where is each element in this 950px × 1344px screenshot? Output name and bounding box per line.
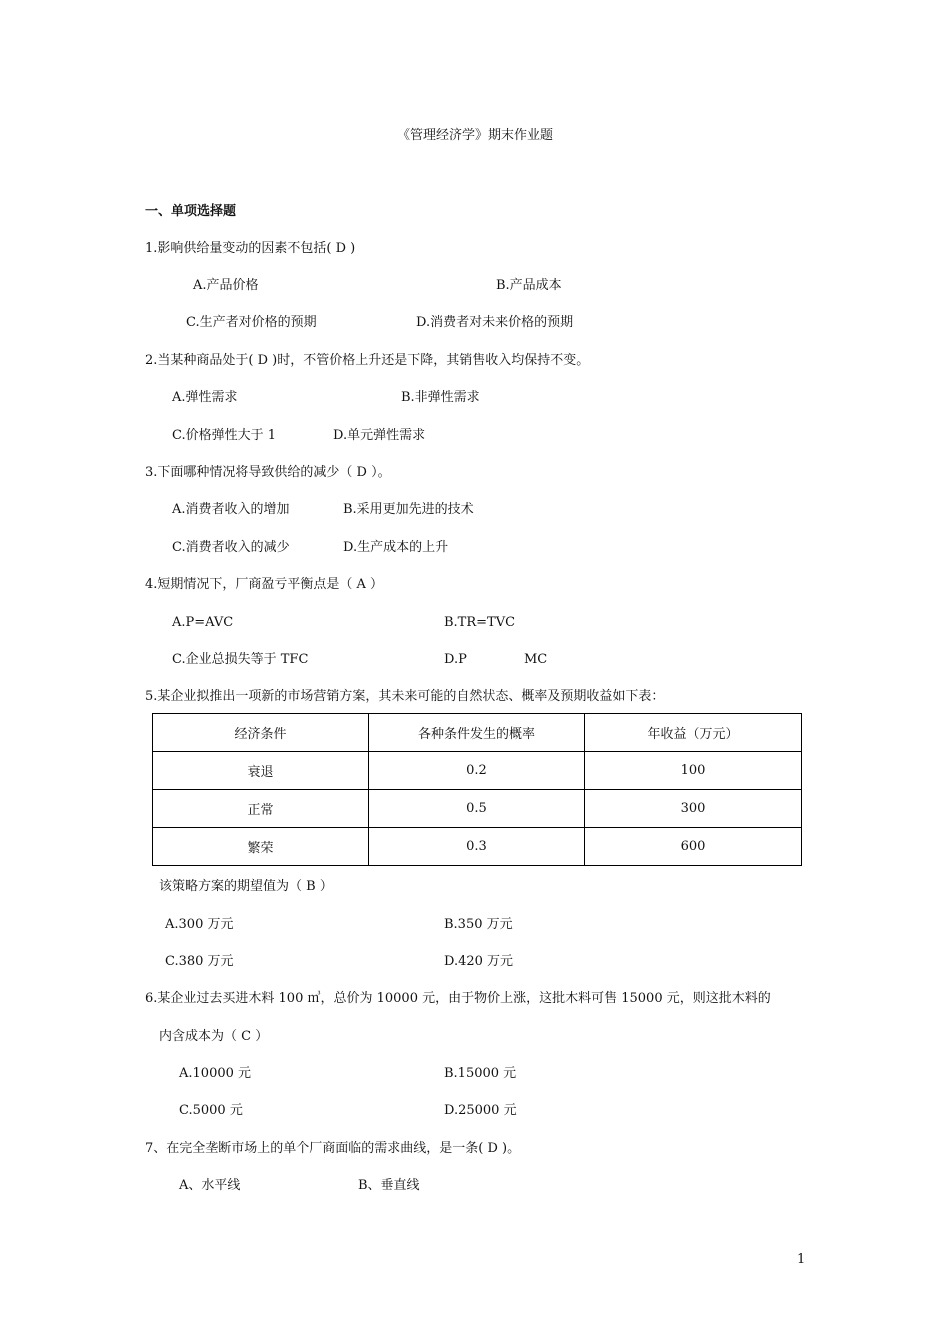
question-1-option-d: D.消费者对未来价格的预期 — [416, 315, 574, 330]
question-2-option-d: D.单元弹性需求 — [333, 428, 426, 443]
table-cell: 衰退 — [153, 752, 369, 790]
question-6-stem-line-2: 内含成本为（ C ） — [159, 1029, 269, 1044]
question-2-option-a: A.弹性需求 — [172, 390, 238, 405]
question-4-stem: 4.短期情况下，厂商盈亏平衡点是（ A ） — [145, 577, 384, 592]
question-1-option-a: A.产品价格 — [193, 278, 259, 293]
question-2-option-c: C.价格弹性大于 1 — [172, 428, 277, 443]
question-7-option-a: A、水平线 — [179, 1178, 241, 1193]
question-5-stem: 5.某企业拟推出一项新的市场营销方案，其未来可能的自然状态、概率及预期收益如下表： — [145, 689, 665, 704]
document-title: 《管理经济学》期末作业题 — [396, 128, 553, 143]
question-4-option-c: C.企业总损失等于 TFC — [172, 652, 309, 667]
section-heading: 一、单项选择题 — [145, 204, 237, 219]
payoff-table — [152, 713, 802, 866]
question-4-option-d-left: D.P — [444, 652, 467, 667]
question-6-option-d: D.25000 元 — [444, 1103, 517, 1118]
table-header-cell: 年收益（万元） — [585, 714, 802, 752]
question-6-stem-line-1: 6.某企业过去买进木料 100 ㎥，总价为 10000 元，由于物价上涨，这批木料可售 15000 元，则这批木料的 — [145, 991, 771, 1006]
question-4-option-d-right: MC — [524, 652, 548, 667]
question-4-option-b: B.TR=TVC — [444, 615, 516, 630]
question-5-option-c: C.380 万元 — [165, 954, 234, 969]
question-5-option-a: A.300 万元 — [165, 917, 234, 932]
question-5-option-d: D.420 万元 — [444, 954, 514, 969]
question-2-stem: 2.当某种商品处于( D )时，不管价格上升还是下降，其销售收入均保持不变。 — [145, 353, 590, 368]
question-1-stem: 1.影响供给量变动的因素不包括( D ) — [145, 241, 356, 256]
table-row — [153, 790, 802, 828]
question-5-followup: 该策略方案的期望值为（ B ） — [159, 879, 333, 894]
question-4-option-a: A.P=AVC — [172, 615, 234, 630]
question-3-option-b: B.采用更加先进的技术 — [343, 502, 474, 517]
table-cell: 繁荣 — [153, 828, 369, 866]
table-cell: 600 — [585, 828, 802, 866]
question-2-option-b: B.非弹性需求 — [401, 390, 480, 405]
question-3-option-d: D.生产成本的上升 — [343, 540, 449, 555]
question-5-option-b: B.350 万元 — [444, 917, 513, 932]
question-1-option-b: B.产品成本 — [496, 278, 562, 293]
question-7-stem: 7、在完全垄断市场上的单个厂商面临的需求曲线，是一条( D )。 — [145, 1141, 521, 1156]
question-3-stem: 3.下面哪种情况将导致供给的减少（ D ）。 — [145, 465, 391, 480]
question-6-option-a: A.10000 元 — [179, 1066, 252, 1081]
table-row — [153, 752, 802, 790]
table-cell: 100 — [585, 752, 802, 790]
question-6-option-c: C.5000 元 — [179, 1103, 243, 1118]
table-cell: 正常 — [153, 790, 369, 828]
question-6-option-b: B.15000 元 — [444, 1066, 517, 1081]
page-number: 1 — [797, 1252, 806, 1267]
question-1-option-c: C.生产者对价格的预期 — [186, 315, 317, 330]
question-3-option-a: A.消费者收入的增加 — [172, 502, 290, 517]
table-cell: 0.2 — [369, 752, 585, 790]
table-cell: 0.5 — [369, 790, 585, 828]
table-cell: 300 — [585, 790, 802, 828]
question-3-option-c: C.消费者收入的减少 — [172, 540, 290, 555]
table-cell: 0.3 — [369, 828, 585, 866]
table-header-cell: 各种条件发生的概率 — [369, 714, 585, 752]
table-row — [153, 828, 802, 866]
table-header-row — [153, 714, 802, 752]
table-header-cell: 经济条件 — [153, 714, 369, 752]
question-7-option-b: B、垂直线 — [358, 1178, 420, 1193]
